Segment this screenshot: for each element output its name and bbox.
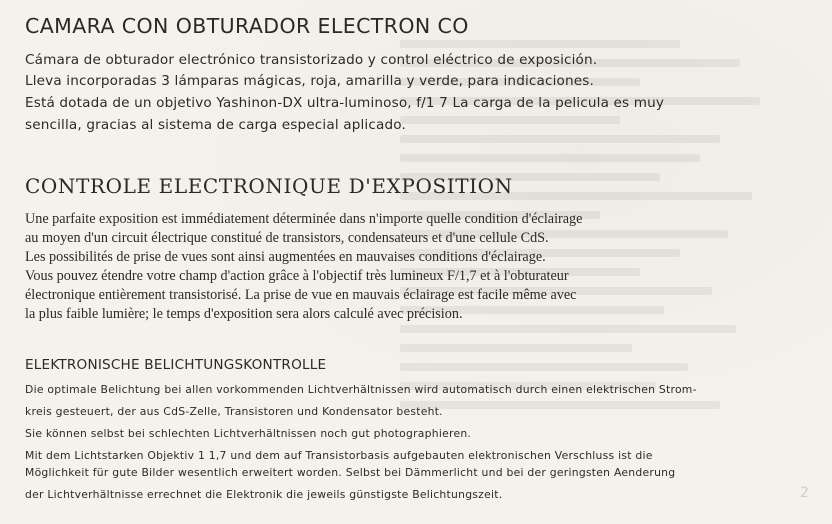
german-line-6: der Lichtverhältnisse errechnet die Elektronik die jeweils günstigste Belichtungszeit. [25,488,503,501]
spanish-line-2: Lleva incorporadas 3 lámparas mágicas, roja, amarilla y verde, para indicaciones. [25,73,595,89]
french-line-4: Vous pouvez étendre votre champ d'action grâce à l'objectif très lumineux F/1,7 et à l'obturateur [25,268,569,284]
german-line-4: Mit dem Lichtstarken Objektiv 1 1,7 und dem auf Transistorbasis aufgebauten elektronischen Verschluss ist die [25,449,653,462]
spanish-heading: CAMARA CON OBTURADOR ELECTRON CO [25,14,469,38]
spanish-line-1: Cámara de obturador electrónico transistorizado y control eléctrico de exposición. [25,52,598,68]
french-heading: CONTROLE ELECTRONIQUE D'EXPOSITION [25,174,513,198]
french-line-6: la plus faible lumière; le temps d'exposition sera alors calculé avec précision. [25,306,463,322]
french-line-2: au moyen d'un circuit électrique constitué de transistors, condensateurs et d'une cellule CdS. [25,230,549,246]
german-line-1: Die optimale Belichtung bei allen vorkommenden Lichtverhältnissen wird automatisch durch einen elektrischen Strom- [25,383,697,396]
french-line-3: Les possibilités de prise de vues sont ainsi augmentées en mauvaises conditions d'éclairage. [25,249,546,265]
page-number: 2 [800,485,809,501]
german-heading: ELEKTRONISCHE BELICHTUNGSKONTROLLE [25,357,327,373]
french-line-5: électronique entièrement transistorisé. La prise de vue en mauvais éclairage est facile même avec [25,287,577,303]
german-line-3: Sie können selbst bei schlechten Lichtverhältnissen noch gut photographieren. [25,427,472,440]
german-line-2: kreis gesteuert, der aus CdS-Zelle, Transistoren und Kondensator besteht. [25,405,443,418]
german-line-5: Möglichkeit für gute Bilder wesentlich erweitert worden. Selbst bei Dämmerlicht und bei der geringsten Aenderung [25,466,676,479]
spanish-line-4: sencilla, gracias al sistema de carga especial aplicado. [25,117,406,133]
french-line-1: Une parfaite exposition est immédiatement déterminée dans n'importe quelle condition d'éclairage [25,211,583,227]
spanish-line-3: Está dotada de un objetivo Yashinon-DX ultra-luminoso, f/1 7 La carga de la pelicula es muy [25,95,665,111]
